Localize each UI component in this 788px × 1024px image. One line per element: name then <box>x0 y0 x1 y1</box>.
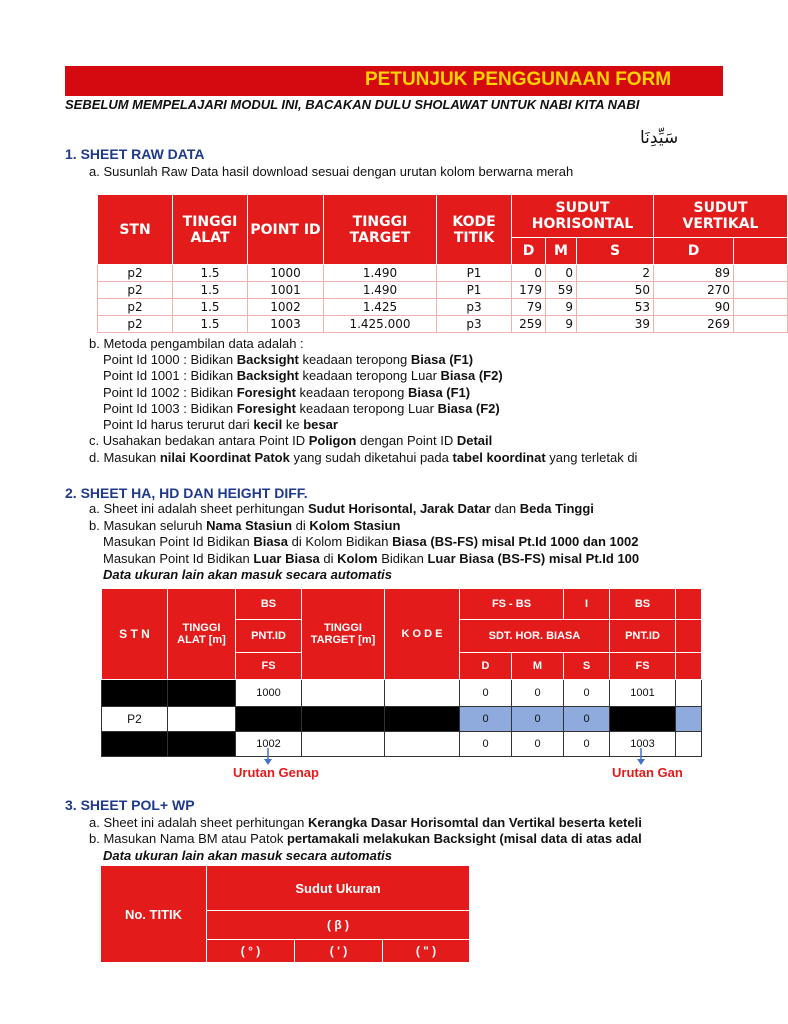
cell: 1003 <box>610 732 676 757</box>
cell: 50 <box>577 282 654 299</box>
cell: 79 <box>512 299 546 316</box>
cell: p3 <box>437 299 512 316</box>
cell <box>676 680 702 707</box>
cell <box>168 732 236 757</box>
ha-col-s: S <box>564 653 610 680</box>
cell: 1.425 <box>324 299 437 316</box>
raw-col-tinggi-target: TINGGI TARGET <box>324 195 437 265</box>
arabic-text: سَيِّدِنَا <box>640 128 679 148</box>
ha-col-extra2 <box>676 620 702 653</box>
cell <box>302 707 385 732</box>
cell: 270 <box>654 282 734 299</box>
cell: 1.490 <box>324 282 437 299</box>
cell: P1 <box>437 282 512 299</box>
table-row <box>102 732 702 757</box>
ha-col-d: D <box>460 653 512 680</box>
cell: 1001 <box>248 282 324 299</box>
cell: p2 <box>98 299 173 316</box>
cell <box>102 680 168 707</box>
cell: 1002 <box>236 732 302 757</box>
cell <box>734 265 788 282</box>
raw-sub-m: M <box>546 238 577 265</box>
pol-col-no-titik: No. TITIK <box>101 866 207 963</box>
ha-hd-table <box>101 588 702 757</box>
section1-b-line5: Point Id harus terurut dari kecil ke besar <box>103 417 338 432</box>
cell <box>168 680 236 707</box>
subtitle: SEBELUM MEMPELAJARI MODUL INI, BACAKAN DULU SHOLAWAT UNTUK NABI KITA NABI <box>65 97 640 112</box>
section1-item-c: c. Usahakan bedakan antara Point ID Poligon dengan Point ID Detail <box>89 433 493 448</box>
cell <box>676 732 702 757</box>
cell: 89 <box>654 265 734 282</box>
pol-col-min: ( ' ) <box>295 940 383 963</box>
cell <box>676 707 702 732</box>
label-urutan-genap: Urutan Genap <box>233 765 319 780</box>
cell: 1.5 <box>173 299 248 316</box>
cell: P2 <box>102 707 168 732</box>
cell: 0 <box>512 707 564 732</box>
cell <box>236 707 302 732</box>
section3-item-a: a. Sheet ini adalah sheet perhitungan Kerangka Dasar Horisomtal dan Vertikal beserta keteli <box>89 815 642 830</box>
section1-item-b: b. Metoda pengambilan data adalah : <box>89 336 304 351</box>
cell: 1001 <box>610 680 676 707</box>
ha-col-tinggi: TINGGI ALAT [m] <box>168 589 236 680</box>
cell: 0 <box>512 732 564 757</box>
cell: 2 <box>577 265 654 282</box>
raw-sub-vd: D <box>654 238 734 265</box>
cell: 269 <box>654 316 734 333</box>
cell: 39 <box>577 316 654 333</box>
section3-note: Data ukuran lain akan masuk secara automatis <box>103 848 393 863</box>
cell: 0 <box>460 707 512 732</box>
ha-col-fs2: FS <box>610 653 676 680</box>
cell: 1.5 <box>173 282 248 299</box>
raw-data-table <box>97 194 788 333</box>
section2-item-a: a. Sheet ini adalah sheet perhitungan Sudut Horisontal, Jarak Datar dan Beda Tinggi <box>89 501 594 516</box>
section1-heading: 1. SHEET RAW DATA <box>65 146 205 162</box>
ha-col-pnt2: PNT.ID <box>610 620 676 653</box>
page-title: PETUNJUK PENGGUNAAN FORM <box>365 69 672 90</box>
raw-data-table-wrap <box>97 194 768 332</box>
table-row <box>102 707 702 732</box>
raw-sub-d: D <box>512 238 546 265</box>
cell: 0 <box>512 680 564 707</box>
ha-col-fsbs: FS - BS <box>460 589 564 620</box>
section1-b-line1: Point Id 1000 : Bidikan Backsight keadaan teropong Biasa (F1) <box>103 352 474 367</box>
table-row <box>102 680 702 707</box>
section1-b-line3: Point Id 1002 : Bidikan Foresight keadaan teropong Biasa (F1) <box>103 385 471 400</box>
ha-col-extra <box>676 589 702 620</box>
pol-col-sec: ( " ) <box>383 940 470 963</box>
section1-item-a: a. Susunlah Raw Data hasil download sesuai dengan urutan kolom berwarna merah <box>89 164 574 179</box>
cell: 1.5 <box>173 316 248 333</box>
section1-item-d: d. Masukan nilai Koordinat Patok yang sudah diketahui pada tabel koordinat yang terletak di <box>89 450 638 465</box>
cell: 259 <box>512 316 546 333</box>
table-row <box>98 299 788 316</box>
ha-col-target: TINGGI TARGET [m] <box>302 589 385 680</box>
cell: 9 <box>546 299 577 316</box>
cell: 0 <box>564 680 610 707</box>
cell: 1000 <box>248 265 324 282</box>
cell: 1003 <box>248 316 324 333</box>
ha-col-i: I <box>564 589 610 620</box>
cell <box>385 707 460 732</box>
pol-col-deg: ( ° ) <box>207 940 295 963</box>
section2-b-line2: Masukan Point Id Bidikan Luar Biasa di Kolom Bidikan Luar Biasa (BS-FS) misal Pt.Id 100 <box>103 551 640 566</box>
cell: 1.490 <box>324 265 437 282</box>
ha-col-pnt: PNT.ID <box>236 620 302 653</box>
raw-header-row <box>98 195 788 238</box>
cell: 0 <box>460 732 512 757</box>
section3-heading: 3. SHEET POL+ WP <box>65 797 195 813</box>
raw-col-kode-titik: KODE TITIK <box>437 195 512 265</box>
ha-col-fs: FS <box>236 653 302 680</box>
cell: 0 <box>512 265 546 282</box>
ha-col-bs2: BS <box>610 589 676 620</box>
ha-hd-table-wrap <box>101 588 688 750</box>
ha-col-extra3 <box>676 653 702 680</box>
cell <box>302 680 385 707</box>
label-urutan-ganjil: Urutan Gan <box>612 765 683 780</box>
raw-col-sudut-horisontal: SUDUT HORISONTAL <box>512 195 654 238</box>
cell <box>385 732 460 757</box>
pol-col-beta: ( β ) <box>207 911 470 940</box>
ha-header-row1 <box>102 589 702 620</box>
cell: 9 <box>546 316 577 333</box>
ha-col-bs: BS <box>236 589 302 620</box>
cell: 53 <box>577 299 654 316</box>
pol-wp-table-wrap <box>100 865 469 958</box>
cell: 0 <box>460 680 512 707</box>
raw-sub-blank <box>734 238 788 265</box>
section2-note: Data ukuran lain akan masuk secara automatis <box>103 567 393 582</box>
raw-col-point-id: POINT ID <box>248 195 324 265</box>
cell: 179 <box>512 282 546 299</box>
cell <box>102 732 168 757</box>
cell: 1002 <box>248 299 324 316</box>
section2-b-line1: Masukan Point Id Bidikan Biasa di Kolom Bidikan Biasa (BS-FS) misal Pt.Id 1000 dan 1002 <box>103 534 639 549</box>
raw-sub-s: S <box>577 238 654 265</box>
arrow-down-icon <box>635 748 647 766</box>
cell: 90 <box>654 299 734 316</box>
ha-col-sdt: SDT. HOR. BIASA <box>460 620 610 653</box>
raw-col-sudut-vertikal: SUDUT VERTIKAL <box>654 195 788 238</box>
cell: p3 <box>437 316 512 333</box>
cell: 59 <box>546 282 577 299</box>
cell: 0 <box>546 265 577 282</box>
section2-item-b: b. Masukan seluruh Nama Stasiun di Kolom Stasiun <box>89 518 401 533</box>
cell <box>734 316 788 333</box>
raw-col-stn: STN <box>98 195 173 265</box>
raw-col-tinggi-alat: TINGGI ALAT <box>173 195 248 265</box>
pol-header-row1 <box>101 866 470 911</box>
cell: 0 <box>564 707 610 732</box>
cell <box>610 707 676 732</box>
cell: p2 <box>98 316 173 333</box>
table-row <box>98 316 788 333</box>
section1-b-line4: Point Id 1003 : Bidikan Foresight keadaan teropong Luar Biasa (F2) <box>103 401 500 416</box>
section1-b-line2: Point Id 1001 : Bidikan Backsight keadaan teropong Luar Biasa (F2) <box>103 368 503 383</box>
cell <box>385 680 460 707</box>
table-row <box>98 282 788 299</box>
cell: 1000 <box>236 680 302 707</box>
table-row <box>98 265 788 282</box>
ha-col-stn: S T N <box>102 589 168 680</box>
cell: P1 <box>437 265 512 282</box>
pol-wp-table <box>100 865 470 963</box>
cell: p2 <box>98 282 173 299</box>
cell: p2 <box>98 265 173 282</box>
cell <box>302 732 385 757</box>
cell: 1.425.000 <box>324 316 437 333</box>
cell <box>168 707 236 732</box>
cell <box>734 282 788 299</box>
pol-col-sudut: Sudut Ukuran <box>207 866 470 911</box>
ha-col-m: M <box>512 653 564 680</box>
section2-heading: 2. SHEET HA, HD DAN HEIGHT DIFF. <box>65 485 308 501</box>
cell: 1.5 <box>173 265 248 282</box>
cell <box>734 299 788 316</box>
ha-col-kode: K O D E <box>385 589 460 680</box>
arrow-down-icon <box>262 748 274 766</box>
cell: 0 <box>564 732 610 757</box>
section3-item-b: b. Masukan Nama BM atau Patok pertamakali melakukan Backsight (misal data di atas adal <box>89 831 642 846</box>
